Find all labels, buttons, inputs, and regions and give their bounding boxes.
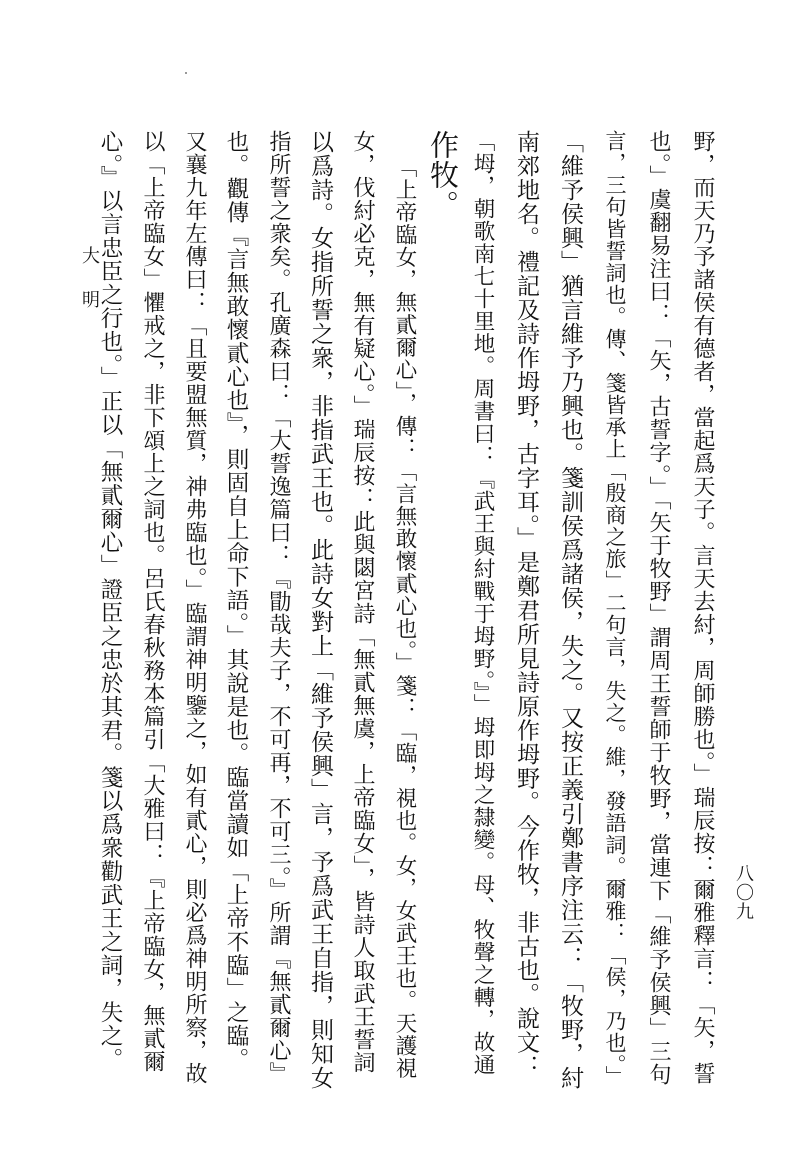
text-column-14: 以「上帝臨女」懼戒之，非下頌上之詞也。呂氏春秋務本篇引「大雅曰：『上帝臨女，無貳爾 bbox=[140, 130, 165, 1073]
text-column-10: 以爲詩。女指所誓之衆，非指武王也。此詩女對上「維予侯興」言，予爲武王自指，則知女 bbox=[307, 130, 333, 1090]
text-column-6: 「坶，朝歌南七十里地。周書曰：『武王與紂戰于坶野。』」坶即坶之隸變。母、牧聲之轉，故通 bbox=[470, 130, 495, 1076]
running-head: 大明 bbox=[79, 246, 100, 334]
text-column-7: 作牧。 bbox=[426, 130, 460, 220]
text-column-8: 「上帝臨女，無貳爾心」，傳：「言無敢懷貳心也。」箋：「臨，視也。女，女武王也。天護視 bbox=[392, 156, 417, 1080]
text-column-12: 也。觀傳『言無敢懷貳心也』，則固自上命下語。」其說是也。臨當讀如「上帝不臨」之臨。 bbox=[223, 130, 249, 1071]
text-column-2: 也。」虞翻易注曰：「矢，古誓字。」「矢于牧野」謂周王誓師于牧野，當連下「維予侯興」三句 bbox=[646, 130, 671, 1086]
text-column-3: 言，三句皆誓詞也。傳、箋皆承上「殷商之旅」二句言，失之。維，發語詞。爾雅：「侯，乃也。」 bbox=[603, 130, 627, 1088]
text-column-15: 心。』以言忠臣之行也。」正以「無貳爾心」證臣之忠於其君。箋以爲衆勸武王之詞，失之。 bbox=[97, 130, 123, 1071]
text-column-1: 野，而天乃予諸侯有德者，當起爲天子。言天去紂，周師勝也。」瑞辰按：爾雅釋言：「矢，誓 bbox=[690, 130, 715, 1085]
scan-speck bbox=[185, 72, 187, 74]
text-column-13: 又襄九年左傳曰：「且要盟無質，神弗臨也。」臨謂神明鑒之，如有貳心，則必爲神明所察，故 bbox=[182, 130, 207, 1085]
text-column-9: 女，伐紂必克，無有疑心。」瑞辰按：此與閟宮詩「無貳無虞，上帝臨女」，皆詩人取武王誓詞 bbox=[350, 130, 375, 1074]
text-column-4: 「維予侯興」猶言維予乃興也。箋訓侯爲諸侯，失之。又按正義引鄭書序注云：「牧野，紂 bbox=[557, 130, 583, 1090]
text-column-5: 南郊地名。禮記及詩作坶野，古字耳。」是鄭君所見詩原作坶野。今作牧，非古也。說文： bbox=[513, 130, 539, 1079]
page-number: 八〇九 bbox=[733, 864, 754, 921]
text-column-11: 指所誓之衆矣。孔廣森曰：「大誓逸篇曰：『勖哉夫子，不可再，不可三。』所謂『無貳爾心』 bbox=[266, 130, 291, 1085]
